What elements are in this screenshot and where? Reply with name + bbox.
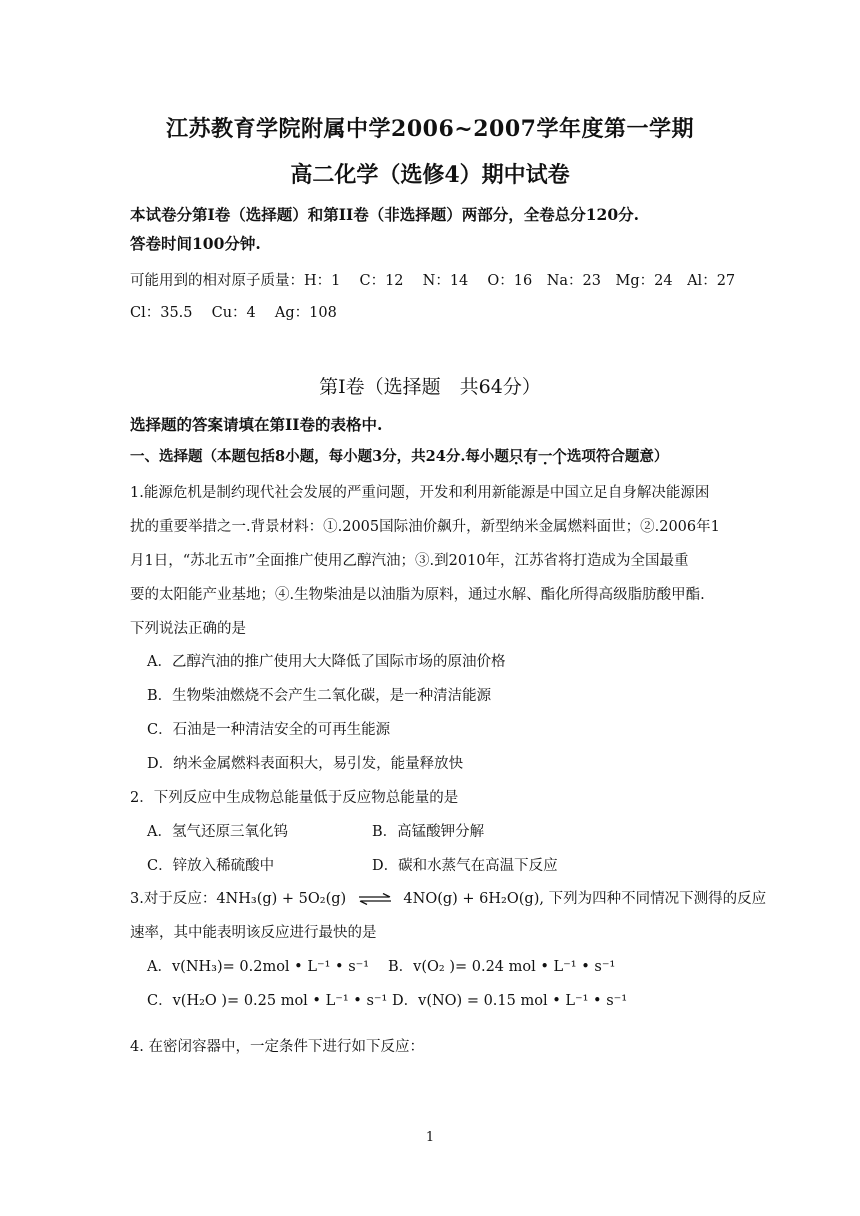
exam-subtitle: 高二化学（选修4）期中试卷 [290, 162, 570, 188]
intro-line-1: 本试卷分第Ⅰ卷（选择题）和第II卷（非选择题）两部分，全卷总分120分. [130, 205, 640, 224]
q1-option-a: A．乙醇汽油的推广使用大大降低了国际市场的原油价格 [147, 654, 506, 670]
emphasis-char: 一 [537, 448, 553, 465]
q2-option-a: A．氢气还原三氧化钨 [147, 824, 288, 840]
q3-option-a: A．v(NH₃)= 0.2mol • L⁻¹ • s⁻¹ [147, 959, 370, 975]
emphasis-char: 个 [552, 448, 567, 465]
q3-option-c: C．v(H₂O )= 0.25 mol • L⁻¹ • s⁻¹ [147, 993, 388, 1009]
equilibrium-arrow-icon [357, 893, 393, 905]
atomic-mass-line-2: Cl：35.5 Cu：4 Ag：108 [130, 305, 337, 321]
q2-option-c: C．锌放入稀硫酸中 [147, 858, 275, 874]
intro-line-2: 答卷时间100分钟. [130, 234, 261, 253]
emphasis-char: 有 [523, 448, 538, 465]
q1-line: 要的太阳能产业基地；④.生物柴油是以油脂为原料，通过水解、酯化所得高级脂肪酸甲酯. [130, 587, 705, 603]
answer-note: 选择题的答案请填在第II卷的表格中. [130, 415, 383, 434]
q3-stem: 3.对于反应：4NH₃(g) + 5O₂(g) 4NO(g) + 6H₂O(g), 下列为四种不同情况下测得的反应 [130, 891, 767, 907]
q1-line: 1.能源危机是制约现代社会发展的严重问题，开发和利用新能源是中国立足自身解决能源困 [130, 485, 710, 501]
section-title: 第Ⅰ卷（选择题 共64分） [319, 376, 541, 398]
q2-option-b: B．高锰酸钾分解 [372, 824, 485, 840]
emphasis-char: 只 [508, 448, 524, 465]
q1-option-c: C．石油是一种清洁安全的可再生能源 [147, 722, 391, 738]
q4-stem: 4. 在密闭容器中，一定条件下进行如下反应： [130, 1039, 424, 1055]
q1-option-d: D．纳米金属燃料表面积大，易引发，能量释放快 [147, 756, 464, 772]
atomic-mass-line-1: 可能用到的相对原子质量：H：1 C：12 N：14 O：16 Na：23 Mg：24 Al：27 [130, 273, 736, 289]
part1-heading: 一、选择题（本题包括8小题，每小题3分，共24分.每小题只有一个选项符合题意） [130, 448, 669, 465]
q2-stem: 2．下列反应中生成物总能量低于反应物总能量的是 [130, 790, 459, 806]
q1-line: 下列说法正确的是 [130, 621, 246, 637]
exam-title: 江苏教育学院附属中学2006~2007学年度第一学期 [166, 116, 694, 142]
q1-line: 月1日，“苏北五市”全面推广使用乙醇汽油；③.到2010年，江苏省将打造成为全国最重 [130, 553, 689, 569]
q3-stem-line-2: 速率，其中能表明该反应进行最快的是 [130, 925, 377, 941]
page-number: 1 [425, 1130, 435, 1145]
q3-option-b: B．v(O₂ )= 0.24 mol • L⁻¹ • s⁻¹ [388, 959, 616, 975]
q2-option-d: D．碳和水蒸气在高温下反应 [372, 858, 558, 874]
q3-option-d: D．v(NO) = 0.15 mol • L⁻¹ • s⁻¹ [392, 993, 628, 1009]
q1-option-b: B．生物柴油燃烧不会产生二氧化碳，是一种清洁能源 [147, 688, 492, 704]
q1-line: 扰的重要举措之一.背景材料：①.2005国际油价飙升，新型纳米金属燃料面世；②.2006年1 [130, 519, 720, 535]
